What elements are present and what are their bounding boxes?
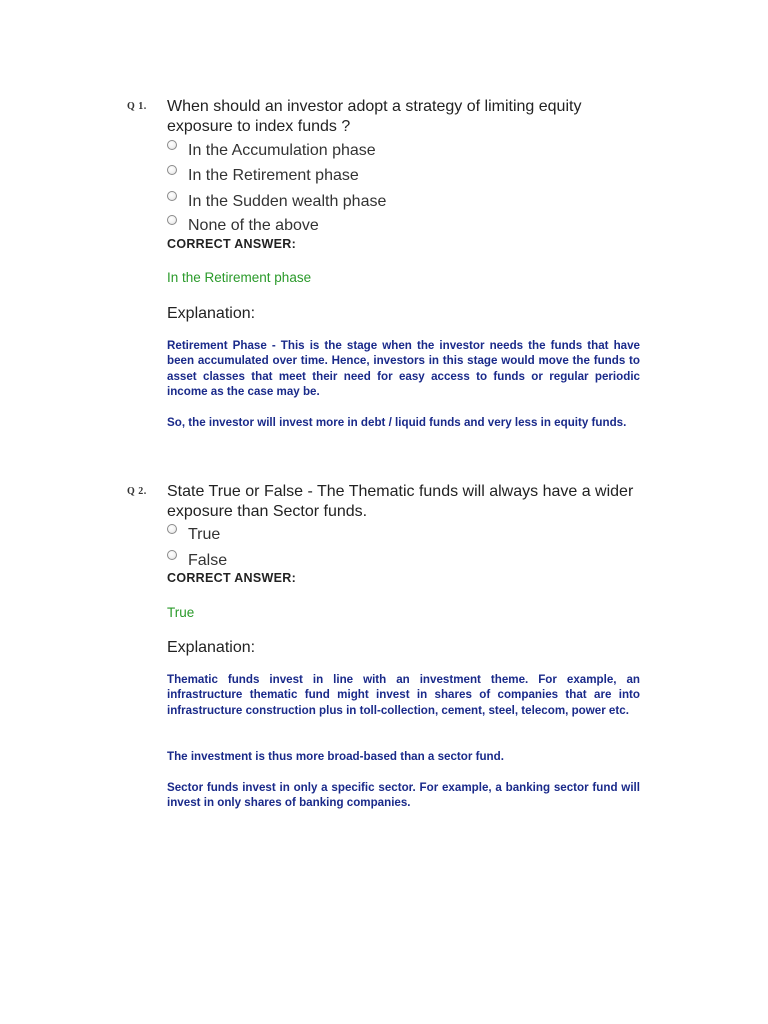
question-number: Q 2. [127,486,147,497]
option-label: In the Accumulation phase [188,142,376,159]
correct-answer-value: In the Retirement phase [167,270,312,285]
question-text: State True or False - The Thematic funds will always have a wider exposure than Sector funds. [167,483,634,520]
explanation-heading: Explanation: [167,305,256,322]
explanation-paragraph: Thematic funds invest in line with an investment theme. For example, an infrastructure thematic fund might invest in shares of companies that are into infrastructure construction plus in toll-collection, cement, steel, telecom, power etc. [167,673,640,717]
radio-button-icon[interactable] [167,215,177,225]
radio-button-icon[interactable] [167,140,177,150]
radio-button-icon[interactable] [167,524,177,534]
correct-answer-label: CORRECT ANSWER: [167,571,297,585]
option-sudden-wealth-phase[interactable] [167,189,386,213]
radio-button-icon[interactable] [167,191,177,201]
correct-answer-label: CORRECT ANSWER: [167,237,297,251]
question-text: When should an investor adopt a strategy of limiting equity exposure to index funds ? [167,98,582,135]
radio-button-icon[interactable] [167,165,177,175]
explanation-paragraph: So, the investor will invest more in debt / liquid funds and very less in equity funds. [167,416,627,429]
radio-button-icon[interactable] [167,550,177,560]
option-label: In the Sudden wealth phase [188,193,387,210]
option-label: None of the above [188,217,319,234]
option-false[interactable] [167,548,227,572]
option-true[interactable] [167,522,220,546]
explanation-heading: Explanation: [167,639,256,656]
question-number: Q 1. [127,101,147,112]
correct-answer-value: True [167,605,195,620]
explanation-paragraph: The investment is thus more broad-based than a sector fund. [167,750,504,763]
option-label: In the Retirement phase [188,167,359,184]
option-label: False [188,552,228,569]
explanation-paragraph: Sector funds invest in only a specific sector. For example, a banking sector fund will invest in only shares of banking companies. [167,781,640,810]
explanation-paragraph: Retirement Phase - This is the stage when the investor needs the funds that have been accumulated over time. Hence, investors in this stage would move the funds to asset classes that meet their need for easy access to funds or regular periodic income as the case may be. [167,339,640,399]
option-accumulation-phase[interactable] [167,138,376,162]
option-label: True [188,526,221,543]
option-retirement-phase[interactable] [167,163,359,187]
option-none-of-the-above[interactable] [167,213,319,237]
